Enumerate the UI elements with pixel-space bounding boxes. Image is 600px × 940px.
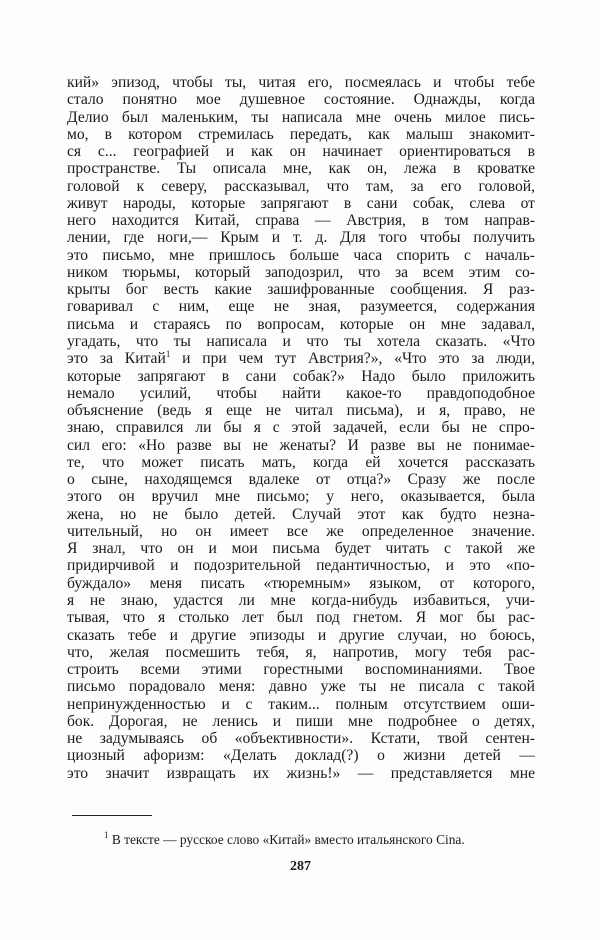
text-line-content: пространстве. Ты описала мне, как он, лежа в кроватке [67,160,535,178]
text-line [67,247,535,264]
text-line [67,91,535,108]
text-line-content: письмо порадовало меня: давно уже ты не писала с такой [67,678,535,696]
text-line [67,488,535,505]
footnote-reference: 1 [165,349,171,360]
text-line-content: это письмо, мне пришлось больше часа спорить с началь- [67,246,535,264]
text-line [67,437,535,454]
text-line-content: лении, где ноги,— Крым и т. д. Для того чтобы получить [67,229,535,247]
text-line [67,316,535,333]
text-line-content: Делио был маленьким, ты написала мне очень милое пись- [67,108,535,126]
text-line [67,557,535,574]
text-line-content: непринужденностью и с таким... полным отсутствием оши- [67,695,535,713]
text-line-content: буждало» меня писать «тюремным» языком, от которого, [67,574,535,592]
text-line [67,264,535,281]
text-line-content: кий» эпизод, чтобы ты, читая его, посмеялась и чтобы тебе [67,74,535,91]
text-line [67,229,535,246]
text-line [67,74,535,91]
text-line-content: это значит извращать их жизнь!» — представляется мне [67,764,535,782]
footnote-separator [72,815,152,816]
text-line [67,627,535,644]
text-line-content: о сыне, находящемся вдалеке от отца?» Сразу же после [67,471,535,489]
text-line-content: это за Китай [67,350,166,368]
text-line [67,281,535,298]
footnote-marker: 1 [104,830,109,840]
text-line [67,471,535,488]
footnote-text: В тексте — русское слово «Китай» вместо итальянского Cina. [108,832,465,847]
text-line-content: бок. Дорогая, не ленись и пиши мне подробнее о детях, [67,712,535,730]
text-line-content: что, желая посмешить тебя, я, напротив, могу тебя рас- [67,643,535,661]
text-line-content: мо, в котором стремилась передать, как малыш знакомит- [67,125,535,143]
text-line [67,644,535,661]
text-line-content: знаю, справился ли бы я с этой задачей, если бы не спро- [67,419,535,437]
text-line [67,126,535,143]
text-line-content: этого он вручил мне письмо; у него, оказывается, была [67,488,535,506]
text-line [67,765,535,782]
text-line-content: не задумываясь об «объективности». Кстати, твой сентен- [67,730,535,748]
text-line [67,298,535,315]
text-line [67,678,535,695]
body-text [67,74,535,782]
text-line-content: объяснение (ведь я еще не читал письма), и я, право, не [67,402,535,420]
text-line [67,402,535,419]
text-line-content: сказать тебе и другие эпизоды и другие случаи, но боюсь, [67,626,535,644]
text-line [67,506,535,523]
text-line-content: крыты бог весть какие зашифрованные сообщения. Я раз- [67,281,535,299]
text-line [67,696,535,713]
text-line [67,575,535,592]
text-line-content: угадать, что ты написала и что ты хотела сказать. «Что [67,332,535,350]
text-line-content: чительный, но он имеет все же определенное значение. [67,522,535,540]
text-line-content: стало понятно мое душевное состояние. Однажды, когда [67,91,535,109]
text-line-content: которые запрягают в сани собак?» Надо было приложить [67,367,535,385]
text-line [67,540,535,557]
text-line-content: придирчивой и подозрительной педантичностью, и это «по- [67,557,535,575]
text-line-content: те, что может писать мать, когда ей хочется рассказать [67,453,535,471]
text-line [67,730,535,747]
footnote [104,832,524,848]
text-line-content: сил его: «Но разве вы не женаты? И разве вы не понимае- [67,436,535,454]
text-line-content: живут народы, которые запрягают в сани собак, слева от [67,194,535,212]
text-line [67,419,535,436]
text-line-content: жена, но не было детей. Случай этот как будто незна- [67,505,535,523]
text-line [67,350,535,367]
text-line [67,212,535,229]
text-line [67,385,535,402]
text-line-content: говаривал с ним, еще не зная, разумеется, содержания [67,298,535,316]
text-line [67,368,535,385]
text-line [67,661,535,678]
text-line-content: я не знаю, удастся ли мне когда-нибудь избавиться, учи- [67,591,535,609]
text-line [67,109,535,126]
text-line-content: тывая, что я столько лет был под гнетом. Я мог бы рас- [67,609,535,627]
text-line [67,713,535,730]
text-line [67,333,535,350]
text-line [67,592,535,609]
page-number: 287 [290,859,311,874]
text-line [67,747,535,764]
text-line-content: Я знал, что он и мои письма будет читать с такой же [67,540,535,558]
text-line-content: циозный афоризм: «Делать доклад(?) о жизни детей — [67,747,535,765]
text-line-content: и при чем тут Австрия?», «Что это за люди, [170,350,535,368]
text-line [67,454,535,471]
text-line-content: него находится Китай, справа — Австрия, в том направ- [67,212,535,230]
text-line [67,195,535,212]
text-line [67,143,535,160]
text-line [67,178,535,195]
text-line-content: строить всеми этими горестными воспоминаниями. Твое [67,661,535,679]
text-line-content: письма и стараясь по вопросам, которые он мне задавал, [67,315,535,333]
text-line [67,523,535,540]
text-line-content: ся с... географией и как он начинает ориентироваться в [67,143,535,161]
text-line [67,160,535,177]
text-line-content: головой к северу, рассказывал, что там, за его головой, [67,177,535,195]
text-line-content: немало усилий, чтобы найти какое-то правдоподобное [67,384,535,402]
text-line [67,609,535,626]
text-line-content: ником тюрьмы, который заподозрил, что за всем этим со- [67,263,535,281]
